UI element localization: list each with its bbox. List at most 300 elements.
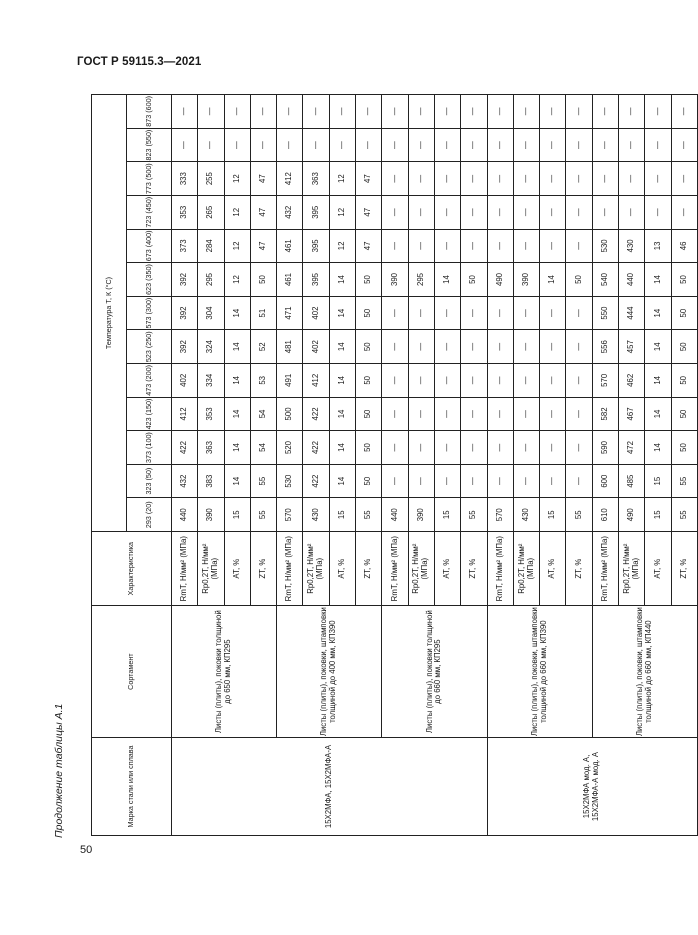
value-cell: 15 [434, 498, 460, 532]
value-cell: — [540, 296, 566, 330]
value-cell: 15 [540, 498, 566, 532]
value-cell: — [461, 229, 487, 263]
value-cell: — [513, 330, 539, 364]
value-cell: — [540, 330, 566, 364]
value-cell: — [408, 330, 434, 364]
value-cell: 324 [198, 330, 224, 364]
temperature-column-header: 673 (400) [127, 229, 172, 263]
value-cell: 55 [356, 498, 382, 532]
value-cell: 14 [224, 464, 250, 498]
value-cell: — [382, 229, 408, 263]
value-cell: 47 [250, 195, 276, 229]
value-cell: 412 [277, 162, 303, 196]
value-cell: — [382, 95, 408, 129]
value-cell: 390 [408, 498, 434, 532]
properties-table [91, 94, 698, 836]
value-cell: 54 [250, 397, 276, 431]
value-cell: 402 [303, 330, 329, 364]
value-cell: — [513, 364, 539, 398]
value-cell: 14 [540, 263, 566, 297]
value-cell: — [461, 464, 487, 498]
table-row [487, 95, 513, 836]
characteristic-cell: AT, % [645, 532, 671, 606]
value-cell: 55 [566, 498, 592, 532]
value-cell: 395 [303, 263, 329, 297]
value-cell: 295 [198, 263, 224, 297]
assortment-cell: Листы (плиты), поковки толщиной до 650 мм, КП295 [172, 606, 277, 738]
value-cell: 500 [277, 397, 303, 431]
value-cell: 363 [198, 431, 224, 465]
temperature-column-header: 873 (600) [127, 95, 172, 129]
value-cell: 15 [645, 464, 671, 498]
value-cell: 390 [198, 498, 224, 532]
value-cell: 14 [224, 296, 250, 330]
value-cell: 582 [592, 397, 618, 431]
value-cell: — [382, 464, 408, 498]
value-cell: — [513, 229, 539, 263]
characteristic-cell: Rp0,2T, Н/мм² (МПа) [303, 532, 329, 606]
value-cell: 50 [356, 397, 382, 431]
value-cell: — [250, 95, 276, 129]
value-cell: — [540, 195, 566, 229]
value-cell: — [566, 364, 592, 398]
value-cell: — [382, 128, 408, 162]
value-cell: 15 [329, 498, 355, 532]
value-cell: — [566, 330, 592, 364]
value-cell: 395 [303, 195, 329, 229]
value-cell: 550 [592, 296, 618, 330]
value-cell: 50 [461, 263, 487, 297]
header-grade: Марка стали или сплава [92, 737, 172, 835]
value-cell: 570 [277, 498, 303, 532]
value-cell: 50 [671, 397, 697, 431]
value-cell: — [540, 397, 566, 431]
value-cell: — [566, 128, 592, 162]
value-cell: 265 [198, 195, 224, 229]
value-cell: — [461, 330, 487, 364]
temperature-column-header: 823 (550) [127, 128, 172, 162]
value-cell: — [356, 128, 382, 162]
value-cell: — [513, 397, 539, 431]
value-cell: 12 [224, 195, 250, 229]
value-cell: 14 [329, 431, 355, 465]
value-cell: — [487, 464, 513, 498]
value-cell: — [540, 229, 566, 263]
temperature-column-header: 573 (300) [127, 296, 172, 330]
value-cell: — [592, 128, 618, 162]
value-cell: 402 [303, 296, 329, 330]
value-cell: 461 [277, 263, 303, 297]
table-row [172, 95, 198, 836]
value-cell: 50 [671, 431, 697, 465]
value-cell: 530 [277, 464, 303, 498]
value-cell: 255 [198, 162, 224, 196]
value-cell: — [329, 95, 355, 129]
steel-grade-cell: 15Х2МФА мод. А, 15Х2МФА-А мод. А [487, 737, 697, 835]
value-cell: 304 [198, 296, 224, 330]
value-cell: 390 [513, 263, 539, 297]
value-cell: — [540, 162, 566, 196]
value-cell: 481 [277, 330, 303, 364]
value-cell: — [461, 364, 487, 398]
value-cell: — [408, 229, 434, 263]
value-cell: 55 [461, 498, 487, 532]
value-cell: 50 [250, 263, 276, 297]
value-cell: 353 [198, 397, 224, 431]
value-cell: 392 [172, 263, 198, 297]
characteristic-cell: ZT, % [356, 532, 382, 606]
assortment-cell: Листы (плиты), поковки толщиной до 660 мм, КП295 [382, 606, 487, 738]
value-cell: 373 [172, 229, 198, 263]
value-cell: — [434, 397, 460, 431]
value-cell: — [434, 296, 460, 330]
temperature-column-header: 293 (20) [127, 498, 172, 532]
value-cell: 53 [250, 364, 276, 398]
value-cell: — [487, 397, 513, 431]
value-cell: 540 [592, 263, 618, 297]
value-cell: 390 [382, 263, 408, 297]
page-number: 50 [80, 844, 93, 856]
value-cell: — [408, 162, 434, 196]
value-cell: — [461, 162, 487, 196]
value-cell: 14 [645, 296, 671, 330]
value-cell: — [671, 95, 697, 129]
value-cell: — [513, 162, 539, 196]
value-cell: 51 [250, 296, 276, 330]
value-cell: 15 [224, 498, 250, 532]
value-cell: — [513, 431, 539, 465]
characteristic-cell: RmT, Н/мм² (МПа) [277, 532, 303, 606]
value-cell: — [645, 128, 671, 162]
value-cell: — [408, 464, 434, 498]
value-cell: 600 [592, 464, 618, 498]
value-cell: 422 [303, 464, 329, 498]
characteristic-cell: RmT, Н/мм² (МПа) [172, 532, 198, 606]
value-cell: — [540, 95, 566, 129]
value-cell: — [487, 364, 513, 398]
value-cell: 430 [303, 498, 329, 532]
value-cell: — [408, 195, 434, 229]
characteristic-cell: Rp0,2T, Н/мм² (МПа) [513, 532, 539, 606]
value-cell: — [461, 95, 487, 129]
table-row [592, 95, 618, 836]
value-cell: — [619, 95, 645, 129]
value-cell: — [461, 431, 487, 465]
value-cell: — [566, 95, 592, 129]
value-cell: 50 [356, 330, 382, 364]
value-cell: 14 [329, 397, 355, 431]
assortment-cell: Листы (плиты), поковки, штамповки толщиной до 660 мм, КП390 [487, 606, 592, 738]
value-cell: 14 [224, 397, 250, 431]
value-cell: — [434, 195, 460, 229]
value-cell: 440 [172, 498, 198, 532]
value-cell: 490 [619, 498, 645, 532]
value-cell: 12 [224, 263, 250, 297]
value-cell: — [382, 162, 408, 196]
value-cell: 570 [487, 498, 513, 532]
value-cell: — [540, 464, 566, 498]
value-cell: — [382, 330, 408, 364]
characteristic-cell: RmT, Н/мм² (МПа) [487, 532, 513, 606]
value-cell: — [434, 95, 460, 129]
value-cell: 55 [671, 498, 697, 532]
temperature-column-header: 723 (450) [127, 195, 172, 229]
value-cell: 50 [671, 364, 697, 398]
characteristic-cell: ZT, % [671, 532, 697, 606]
value-cell: — [566, 431, 592, 465]
value-cell: — [540, 128, 566, 162]
value-cell: — [382, 364, 408, 398]
value-cell: — [461, 195, 487, 229]
value-cell: — [540, 431, 566, 465]
header-temperature: Температура T, К (°С) [92, 95, 127, 532]
value-cell: 395 [303, 229, 329, 263]
value-cell: — [645, 162, 671, 196]
value-cell: 46 [671, 229, 697, 263]
value-cell: 530 [592, 229, 618, 263]
value-cell: 14 [645, 431, 671, 465]
temperature-column-header: 623 (350) [127, 263, 172, 297]
assortment-cell: Листы (плиты), поковки, штамповки толщиной до 400 мм, КП390 [277, 606, 382, 738]
value-cell: 54 [250, 431, 276, 465]
value-cell: 14 [645, 364, 671, 398]
value-cell: — [224, 128, 250, 162]
value-cell: 55 [250, 498, 276, 532]
value-cell: — [461, 128, 487, 162]
value-cell: — [566, 162, 592, 196]
value-cell: 461 [277, 229, 303, 263]
value-cell: 422 [172, 431, 198, 465]
value-cell: — [645, 95, 671, 129]
value-cell: — [408, 128, 434, 162]
value-cell: — [461, 397, 487, 431]
value-cell: 12 [329, 162, 355, 196]
characteristic-cell: AT, % [540, 532, 566, 606]
value-cell: 50 [671, 296, 697, 330]
value-cell: 422 [303, 431, 329, 465]
value-cell: 47 [250, 229, 276, 263]
value-cell: — [566, 464, 592, 498]
value-cell: 520 [277, 431, 303, 465]
value-cell: 392 [172, 330, 198, 364]
value-cell: 610 [592, 498, 618, 532]
value-cell: 12 [329, 195, 355, 229]
value-cell: 363 [303, 162, 329, 196]
value-cell: 14 [434, 263, 460, 297]
value-cell: — [592, 162, 618, 196]
value-cell: — [303, 95, 329, 129]
value-cell: — [487, 229, 513, 263]
value-cell: 15 [645, 498, 671, 532]
value-cell: — [566, 195, 592, 229]
value-cell: 13 [645, 229, 671, 263]
characteristic-cell: Rp0,2T, Н/мм² (МПа) [619, 532, 645, 606]
temperature-column-header: 323 (50) [127, 464, 172, 498]
value-cell: 14 [645, 330, 671, 364]
value-cell: — [619, 195, 645, 229]
value-cell: — [645, 195, 671, 229]
value-cell: — [461, 296, 487, 330]
value-cell: 284 [198, 229, 224, 263]
value-cell: 432 [277, 195, 303, 229]
value-cell: 462 [619, 364, 645, 398]
rotated-table-container [91, 94, 688, 836]
value-cell: — [566, 296, 592, 330]
value-cell: — [172, 128, 198, 162]
table-row [277, 95, 303, 836]
value-cell: 422 [303, 397, 329, 431]
value-cell: 471 [277, 296, 303, 330]
value-cell: — [434, 162, 460, 196]
value-cell: 334 [198, 364, 224, 398]
value-cell: 12 [224, 162, 250, 196]
value-cell: 55 [671, 464, 697, 498]
table-row [382, 95, 408, 836]
value-cell: 412 [303, 364, 329, 398]
value-cell: — [277, 95, 303, 129]
characteristic-cell: AT, % [224, 532, 250, 606]
value-cell: — [487, 296, 513, 330]
value-cell: — [592, 95, 618, 129]
characteristic-cell: ZT, % [250, 532, 276, 606]
characteristic-cell: AT, % [329, 532, 355, 606]
value-cell: — [172, 95, 198, 129]
value-cell: — [382, 431, 408, 465]
value-cell: — [513, 95, 539, 129]
value-cell: — [487, 95, 513, 129]
value-cell: 490 [487, 263, 513, 297]
value-cell: 467 [619, 397, 645, 431]
value-cell: — [198, 95, 224, 129]
value-cell: 14 [329, 263, 355, 297]
value-cell: 14 [329, 296, 355, 330]
value-cell: 47 [356, 229, 382, 263]
value-cell: 14 [224, 431, 250, 465]
value-cell: — [487, 128, 513, 162]
value-cell: 52 [250, 330, 276, 364]
value-cell: — [224, 95, 250, 129]
value-cell: 50 [671, 263, 697, 297]
value-cell: — [619, 128, 645, 162]
value-cell: — [513, 195, 539, 229]
value-cell: 485 [619, 464, 645, 498]
value-cell: — [382, 296, 408, 330]
value-cell: — [408, 296, 434, 330]
value-cell: — [619, 162, 645, 196]
header-characteristic: Характеристика [92, 532, 172, 606]
table-continuation-caption: Продолжение таблицы А.1 [53, 703, 65, 838]
value-cell: 14 [645, 397, 671, 431]
temperature-column-header: 373 (100) [127, 431, 172, 465]
temperature-column-header: 523 (250) [127, 330, 172, 364]
temperature-column-header: 423 (150) [127, 397, 172, 431]
value-cell: 14 [645, 263, 671, 297]
value-cell: — [434, 431, 460, 465]
value-cell: 12 [224, 229, 250, 263]
value-cell: 440 [382, 498, 408, 532]
value-cell: 457 [619, 330, 645, 364]
value-cell: 430 [619, 229, 645, 263]
assortment-cell: Листы (плиты), поковки, штамповки толщиной до 660 мм, КП440 [592, 606, 697, 738]
value-cell: — [382, 195, 408, 229]
characteristic-cell: Rp0,2T, Н/мм² (МПа) [198, 532, 224, 606]
value-cell: — [408, 95, 434, 129]
characteristic-cell: Rp0,2T, Н/мм² (МПа) [408, 532, 434, 606]
value-cell: 14 [329, 464, 355, 498]
value-cell: — [487, 195, 513, 229]
value-cell: 353 [172, 195, 198, 229]
value-cell: — [513, 464, 539, 498]
characteristic-cell: AT, % [434, 532, 460, 606]
value-cell: 383 [198, 464, 224, 498]
value-cell: 570 [592, 364, 618, 398]
value-cell: — [671, 128, 697, 162]
value-cell: 14 [224, 364, 250, 398]
characteristic-cell: ZT, % [566, 532, 592, 606]
value-cell: — [434, 128, 460, 162]
value-cell: — [434, 364, 460, 398]
temperature-column-header: 473 (200) [127, 364, 172, 398]
value-cell: 14 [329, 330, 355, 364]
value-cell: — [566, 229, 592, 263]
document-header: ГОСТ Р 59115.3—2021 [77, 56, 202, 68]
value-cell: 47 [356, 195, 382, 229]
value-cell: — [408, 364, 434, 398]
steel-grade-cell: 15Х2МФА, 15Х2МФА-А [172, 737, 488, 835]
value-cell: — [513, 128, 539, 162]
value-cell: — [513, 296, 539, 330]
characteristic-cell: RmT, Н/мм² (МПа) [382, 532, 408, 606]
value-cell: — [382, 397, 408, 431]
value-cell: 333 [172, 162, 198, 196]
value-cell: — [250, 128, 276, 162]
value-cell: 50 [356, 364, 382, 398]
value-cell: — [408, 431, 434, 465]
header-assortment: Сортамент [92, 606, 172, 738]
value-cell: 47 [356, 162, 382, 196]
value-cell: — [566, 397, 592, 431]
value-cell: 55 [250, 464, 276, 498]
value-cell: 392 [172, 296, 198, 330]
value-cell: — [277, 128, 303, 162]
value-cell: 430 [513, 498, 539, 532]
value-cell: 491 [277, 364, 303, 398]
value-cell: 47 [250, 162, 276, 196]
value-cell: — [329, 128, 355, 162]
value-cell: 50 [566, 263, 592, 297]
value-cell: 432 [172, 464, 198, 498]
value-cell: — [356, 95, 382, 129]
value-cell: 472 [619, 431, 645, 465]
value-cell: 14 [224, 330, 250, 364]
value-cell: 556 [592, 330, 618, 364]
value-cell: — [592, 195, 618, 229]
value-cell: 50 [356, 431, 382, 465]
value-cell: 14 [329, 364, 355, 398]
value-cell: — [671, 195, 697, 229]
value-cell: 50 [356, 263, 382, 297]
value-cell: — [408, 397, 434, 431]
value-cell: 440 [619, 263, 645, 297]
value-cell: — [434, 330, 460, 364]
value-cell: 402 [172, 364, 198, 398]
value-cell: 295 [408, 263, 434, 297]
value-cell: 50 [356, 464, 382, 498]
value-cell: 50 [671, 330, 697, 364]
temperature-column-header: 773 (500) [127, 162, 172, 196]
characteristic-cell: ZT, % [461, 532, 487, 606]
value-cell: — [487, 162, 513, 196]
